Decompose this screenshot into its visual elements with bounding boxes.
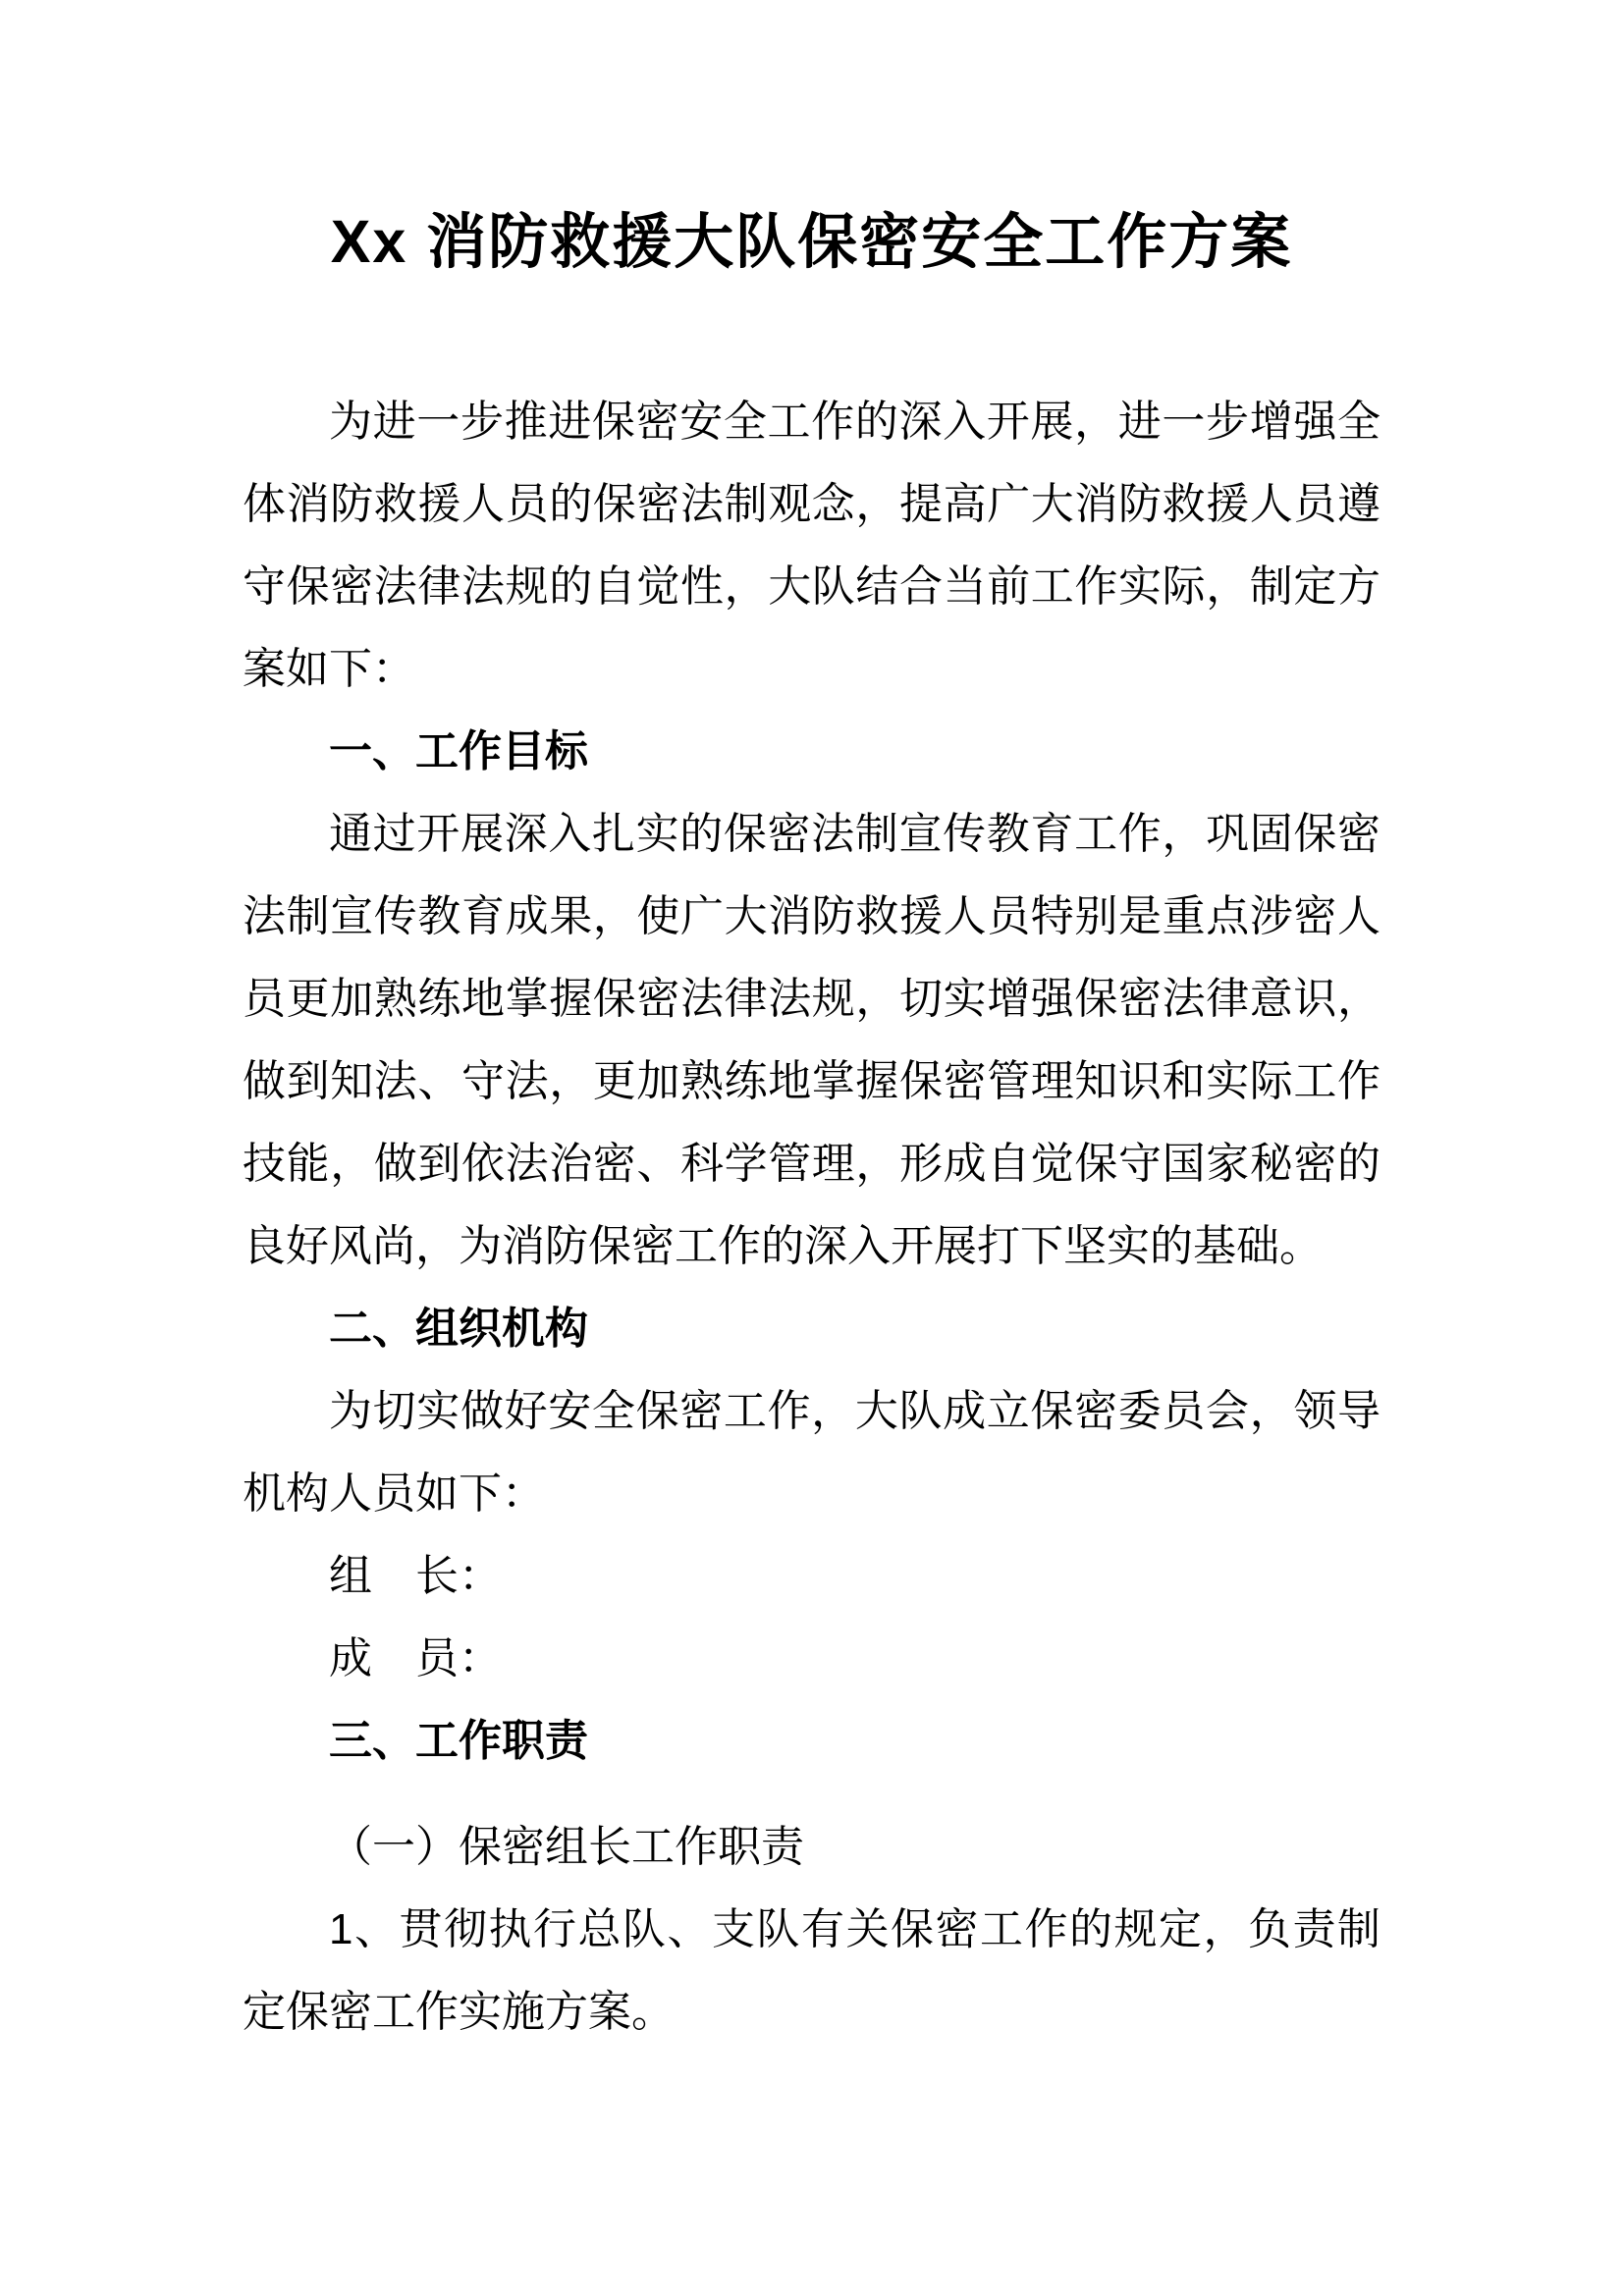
section-heading-organization: 二、组织机构 bbox=[329, 1305, 588, 1353]
organization-paragraph: 为切实做好安全保密工作，大队成立保密委员会，领导机构人员如下： bbox=[243, 1387, 1380, 1518]
document-title: Xx 消防救援大队保密安全工作方案 bbox=[330, 208, 1293, 275]
work-goals-paragraph: 通过开展深入扎实的保密法制宣传教育工作，巩固保密法制宣传教育成果，使广大消防救援人员特别是重点涉密人员更加熟练地掌握保密法律法规，切实增强保密法律意识，做到知法、守法，更加熟练地掌握保密管理知识和实际工作技能，做到依法治密、科学管理，形成自觉保守国家秘密的良好风尚，为消防保密工作的深入开展打下坚实的基础。 bbox=[243, 810, 1380, 1270]
group-leader-label: 组 长： bbox=[329, 1552, 502, 1600]
section-heading-duties: 三、工作职责 bbox=[329, 1717, 588, 1765]
intro-paragraph: 为进一步推进保密安全工作的深入开展，进一步增强全体消防救援人员的保密法制观念，提高广大消防救援人员遵守保密法律法规的自觉性，大队结合当前工作实际，制定方案如下： bbox=[243, 398, 1380, 693]
group-members-label: 成 员： bbox=[329, 1634, 502, 1682]
section-heading-work-goals: 一、工作目标 bbox=[329, 727, 588, 775]
subsection-heading-leader-duties: （一）保密组长工作职责 bbox=[329, 1823, 804, 1871]
leader-duty-item-1: 1、贯彻执行总队、支队有关保密工作的规定，负责制定保密工作实施方案。 bbox=[243, 1905, 1380, 2036]
